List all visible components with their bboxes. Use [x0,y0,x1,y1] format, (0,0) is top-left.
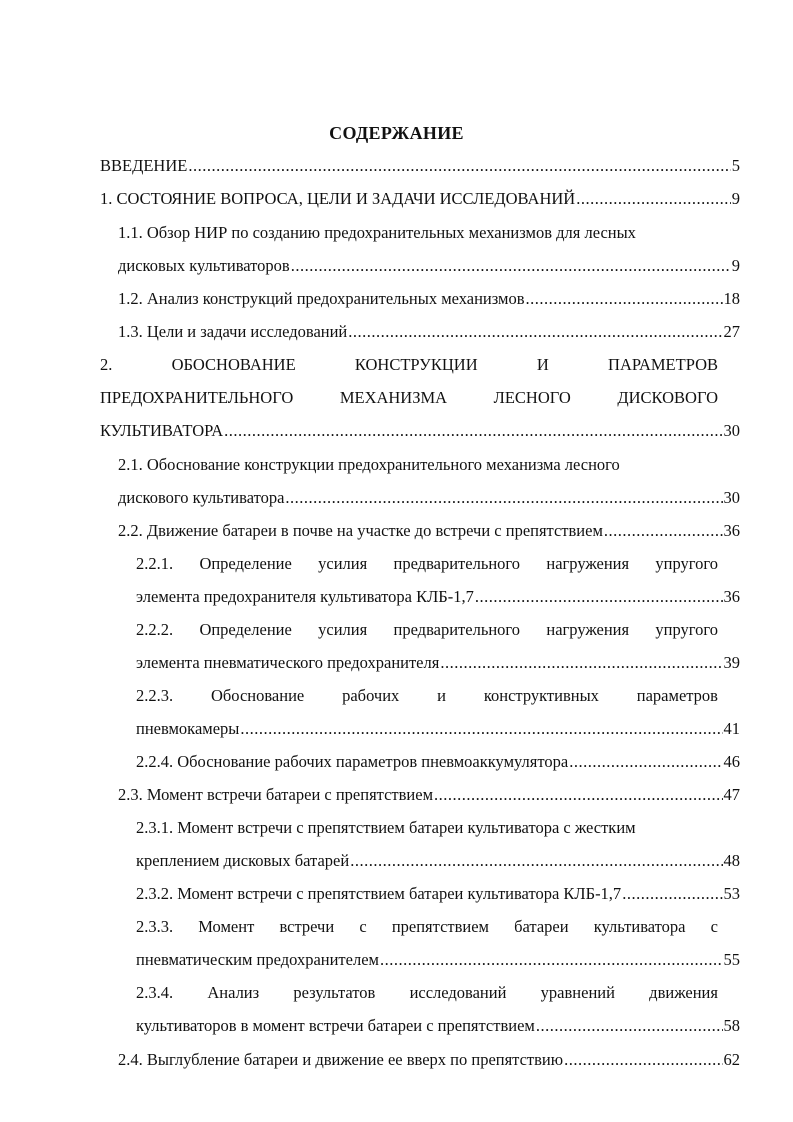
toc-word: движения [649,983,718,1002]
toc-entry-text: 2.2.4. Обоснование рабочих параметров пневмоаккумулятора [136,752,569,771]
toc-word: ПРЕДОХРАНИТЕЛЬНОГО [100,388,294,407]
toc-entry-2-3-3-line1 [136,914,718,940]
toc-entry-page: 5 [731,156,740,175]
toc-entry-2-3-4 [136,1013,740,1039]
toc-word: батареи [514,917,569,936]
toc-word: рабочих [342,686,400,705]
toc-word: результатов [293,983,376,1002]
toc-entry-2-2-1-line1 [136,551,718,577]
toc-entry-text: элемента предохранителя культиватора КЛБ-1,7 [136,587,474,606]
toc-word: с [710,917,718,936]
toc-word: упругого [655,554,718,573]
toc-entry-page: 41 [723,719,740,738]
toc-word: нагружения [546,620,630,639]
toc-word: ДИСКОВОГО [617,388,718,407]
toc-word: Момент [198,917,255,936]
toc-entry-2-2-2-line1 [136,617,718,643]
dot-leader [188,153,730,179]
toc-entry-page: 39 [723,653,740,672]
toc-entry-page: 30 [723,421,740,440]
toc-word: усилия [318,620,368,639]
toc-entry-text: 1.2. Анализ конструкций предохранительных механизмов [118,289,525,308]
dot-leader [348,319,722,345]
toc-word: нагружения [546,554,630,573]
dot-leader [240,716,722,742]
toc-entry-page: 55 [723,950,740,969]
dot-leader [285,485,722,511]
dot-leader [569,749,722,775]
toc-word: Обоснование [210,686,305,705]
toc-entry-introduction [100,153,740,179]
toc-entry-text: 2.4. Выглубление батареи и движение ее вверх по препятствию [118,1050,564,1069]
toc-entry-2-3-4-line1 [136,980,718,1006]
dot-leader [526,286,723,312]
dot-leader [604,518,723,544]
toc-entry-2-4 [118,1047,740,1073]
toc-entry-page: 46 [723,752,740,771]
toc-word: 2.3.3. [136,917,174,936]
toc-word: Определение [199,620,292,639]
dot-leader [536,1013,723,1039]
dot-leader [622,881,722,907]
dot-leader [224,418,722,444]
toc-word: препятствием [391,917,489,936]
toc-entry-chapter-1 [100,186,740,212]
toc-word: упругого [655,620,718,639]
toc-entry-text: 2.2. Движение батареи в почве на участке до встречи с препятствием [118,521,603,540]
toc-entry-text: дисковых культиваторов [118,256,290,275]
toc-word: ОБОСНОВАНИЕ [171,355,296,374]
toc-entry-2-3 [118,782,740,808]
dot-leader [440,650,722,676]
toc-entry-page: 18 [723,289,740,308]
toc-word: усилия [318,554,368,573]
toc-word: КОНСТРУКЦИИ [354,355,478,374]
toc-entry-page: 53 [723,884,740,903]
toc-word: исследований [409,983,507,1002]
toc-word: 2.3.4. [136,983,174,1002]
dot-leader [291,253,731,279]
toc-word: встречи [279,917,335,936]
toc-entry-text: дискового культиватора [118,488,285,507]
toc-entry-text: креплением дисковых батарей [136,851,350,870]
toc-entry-page: 9 [731,189,740,208]
toc-entry-2-3-1-line1: 2.3.1. Момент встречи с препятствием батареи культиватора с жестким [136,818,636,837]
toc-word: ЛЕСНОГО [493,388,571,407]
toc-word: МЕХАНИЗМА [339,388,448,407]
toc-entry-1-1 [118,253,740,279]
toc-entry-chapter-2-line1 [100,352,718,378]
toc-entry-text: 1.3. Цели и задачи исследований [118,322,348,341]
toc-entry-text: пневмокамеры [136,719,240,738]
toc-entry-2-3-2 [136,881,740,907]
toc-entry-2-1-line1: 2.1. Обоснование конструкции предохранительного механизма лесного [118,455,620,474]
toc-word: параметров [636,686,718,705]
toc-word: культиватора [593,917,686,936]
toc-entry-text: ВВЕДЕНИЕ [100,156,188,175]
toc-word: уравнений [540,983,615,1002]
toc-entry-page: 47 [723,785,740,804]
toc-word: с [359,917,367,936]
toc-entry-text: 2.3. Момент встречи батареи с препятствием [118,785,434,804]
toc-word: 2.2.3. [136,686,174,705]
toc-title: СОДЕРЖАНИЕ [329,123,464,143]
toc-word: Анализ [207,983,260,1002]
toc-entry-1-2 [118,286,740,312]
toc-entry-text: пневматическим предохранителем [136,950,379,969]
toc-entry-2-2-3-line1 [136,683,718,709]
toc-entry-page: 9 [731,256,740,275]
toc-entry-text: 1. СОСТОЯНИЕ ВОПРОСА, ЦЕЛИ И ЗАДАЧИ ИССЛЕДОВАНИЙ [100,189,576,208]
toc-entry-2-2-4 [136,749,740,775]
toc-entry-page: 62 [723,1050,740,1069]
toc-word: предварительного [393,554,521,573]
dot-leader [350,848,722,874]
toc-entry-2-2-3 [136,716,740,742]
toc-entry-2-3-3 [136,947,740,973]
toc-word: и [437,686,446,705]
toc-entry-page: 30 [723,488,740,507]
toc-word: 2. [100,355,113,374]
toc-entry-text: элемента пневматического предохранителя [136,653,440,672]
toc-word: 2.2.1. [136,554,174,573]
toc-entry-chapter-2 [100,418,740,444]
toc-word: 2.2.2. [136,620,174,639]
toc-entry-text: культиваторов в момент встречи батареи с препятствием [136,1016,535,1035]
toc-entry-2-1 [118,485,740,511]
dot-leader [576,186,731,212]
toc-entry-page: 27 [723,322,740,341]
toc-entry-text: КУЛЬТИВАТОРА [100,421,224,440]
dot-leader [564,1047,722,1073]
toc-word: Определение [199,554,292,573]
toc-entry-text: 2.3.2. Момент встречи с препятствием батареи культиватора КЛБ-1,7 [136,884,622,903]
dot-leader [475,584,723,610]
toc-word: предварительного [393,620,521,639]
toc-entry-1-3 [118,319,740,345]
toc-entry-page: 48 [723,851,740,870]
toc-entry-chapter-2-line2 [100,385,718,411]
toc-entry-page: 58 [723,1016,740,1035]
toc-entry-1-1-line1: 1.1. Обзор НИР по созданию предохранительных механизмов для лесных [118,223,636,242]
toc-entry-2-2-1 [136,584,740,610]
toc-word: конструктивных [483,686,599,705]
toc-entry-2-2 [118,518,740,544]
toc-word: И [536,355,549,374]
dot-leader [434,782,722,808]
toc-entry-page: 36 [723,587,740,606]
dot-leader [380,947,723,973]
toc-entry-page: 36 [723,521,740,540]
toc-word: ПАРАМЕТРОВ [608,355,718,374]
toc-entry-2-2-2 [136,650,740,676]
toc-entry-2-3-1 [136,848,740,874]
